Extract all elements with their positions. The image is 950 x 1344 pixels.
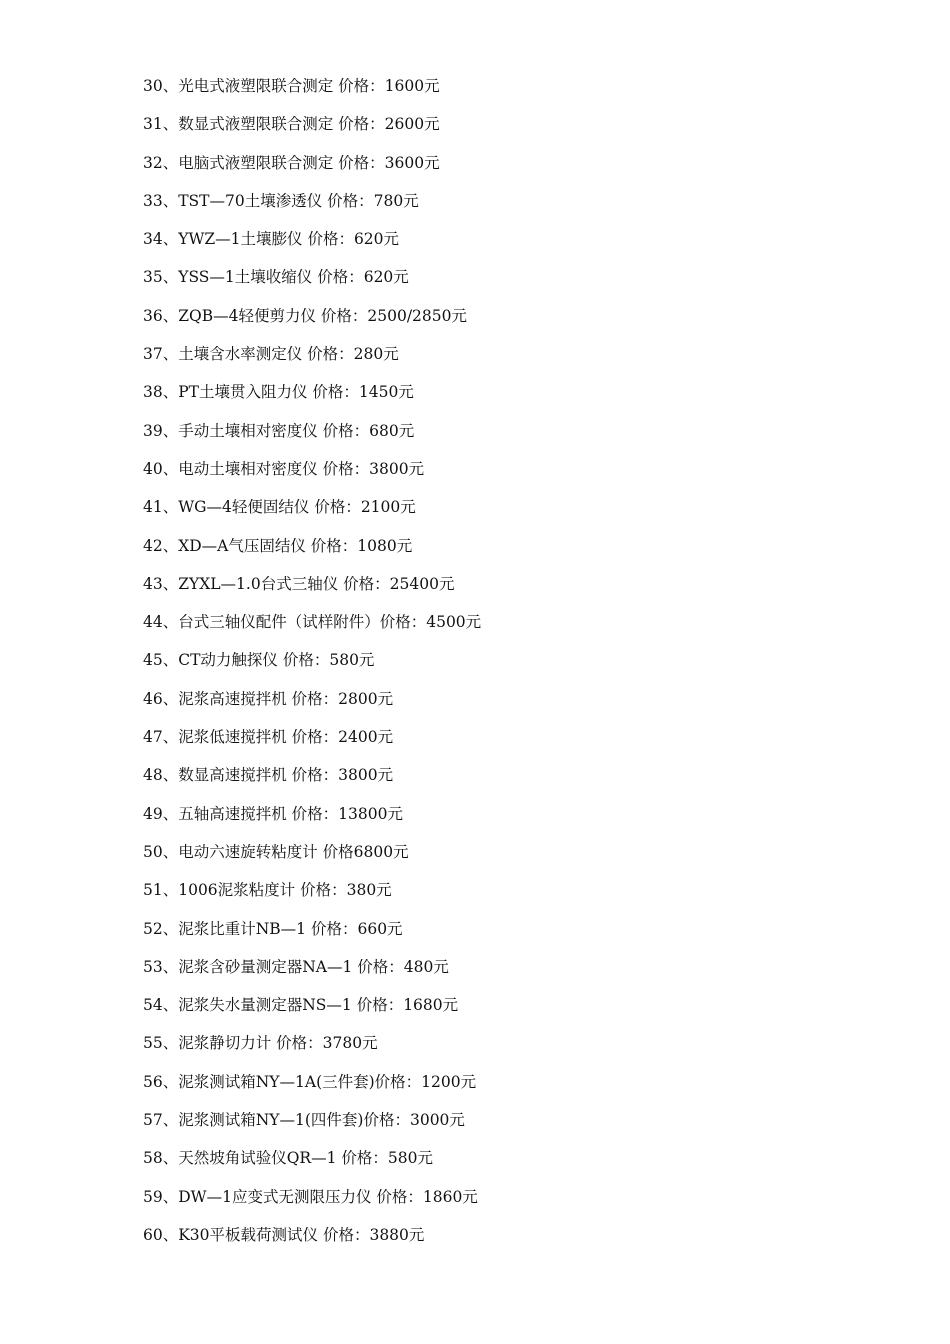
price-line: 60、K30平板载荷测试仪 价格：3880元 [143, 1225, 425, 1244]
price-line: 38、PT土壤贯入阻力仪 价格：1450元 [143, 383, 414, 402]
price-line: 45、CT动力触探仪 价格：580元 [143, 651, 375, 670]
price-line: 35、YSS—1土壤收缩仪 价格：620元 [143, 268, 409, 287]
price-line: 39、手动土壤相对密度仪 价格：680元 [143, 421, 415, 440]
price-line: 44、台式三轴仪配件（试样附件）价格：4500元 [143, 613, 482, 632]
price-line: 59、DW—1应变式无测限压力仪 价格：1860元 [143, 1187, 478, 1206]
price-line: 55、泥浆静切力计 价格：3780元 [143, 1034, 378, 1053]
price-line: 40、电动土壤相对密度仪 价格：3800元 [143, 459, 425, 478]
price-list [143, 73, 863, 1260]
price-line: 52、泥浆比重计NB—1 价格：660元 [143, 919, 403, 938]
price-line: 54、泥浆失水量测定器NS—1 价格：1680元 [143, 996, 459, 1015]
price-line: 48、数显高速搅拌机 价格：3800元 [143, 766, 394, 785]
price-line: 58、天然坡角试验仪QR—1 价格：580元 [143, 1149, 433, 1168]
price-line: 37、土壤含水率测定仪 价格：280元 [143, 345, 399, 364]
price-line: 56、泥浆测试箱NY—1A(三件套)价格：1200元 [143, 1072, 477, 1091]
price-line: 42、XD—A气压固结仪 价格：1080元 [143, 536, 413, 555]
price-line: 43、ZYXL—1.0台式三轴仪 价格：25400元 [143, 574, 455, 593]
price-line: 49、五轴高速搅拌机 价格：13800元 [143, 804, 403, 823]
price-line: 31、数显式液塑限联合测定 价格：2600元 [143, 115, 440, 134]
price-line: 47、泥浆低速搅拌机 价格：2400元 [143, 728, 394, 747]
price-line: 53、泥浆含砂量测定器NA—1 价格：480元 [143, 957, 449, 976]
price-line: 32、电脑式液塑限联合测定 价格：3600元 [143, 153, 440, 172]
price-line: 33、TST—70土壤渗透仪 价格：780元 [143, 191, 419, 210]
price-line: 34、YWZ—1土壤膨仪 价格：620元 [143, 230, 400, 249]
price-line: 57、泥浆测试箱NY—1(四件套)价格：3000元 [143, 1111, 465, 1130]
price-line: 50、电动六速旋转粘度计 价格6800元 [143, 842, 409, 861]
price-line: 51、1006泥浆粘度计 价格：380元 [143, 881, 392, 900]
price-line: 46、泥浆高速搅拌机 价格：2800元 [143, 689, 394, 708]
price-line: 36、ZQB—4轻便剪力仪 价格：2500/2850元 [143, 306, 467, 325]
price-line: 41、WG—4轻便固结仪 价格：2100元 [143, 498, 416, 517]
price-line: 30、光电式液塑限联合测定 价格：1600元 [143, 77, 440, 95]
